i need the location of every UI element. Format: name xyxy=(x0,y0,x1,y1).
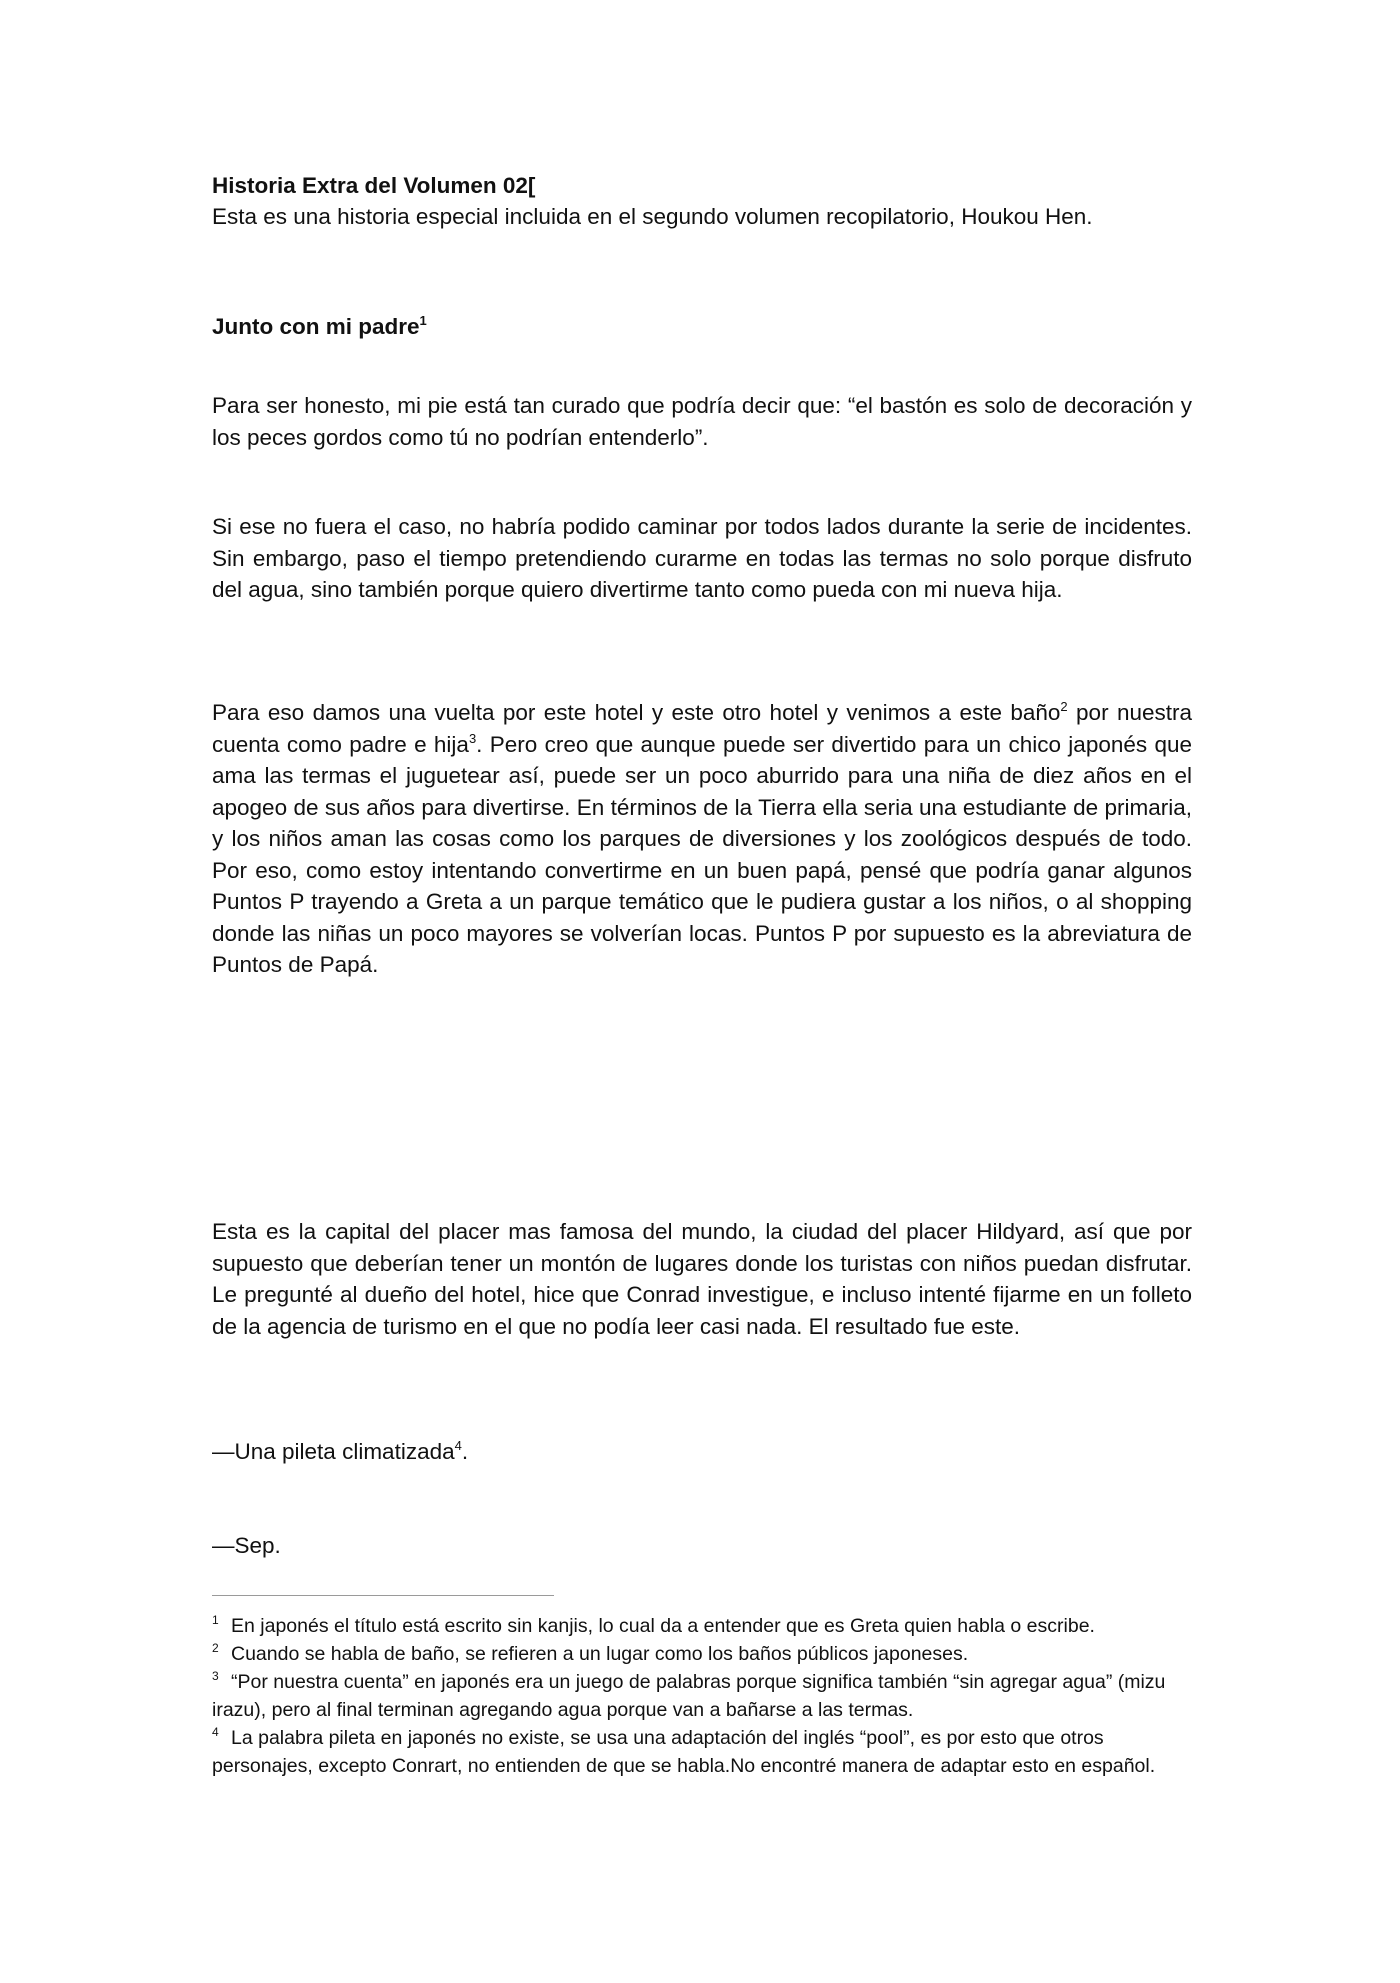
chapter-title xyxy=(212,311,1192,343)
footnote-text: Cuando se habla de baño, se refieren a un lugar como los baños públicos japoneses. xyxy=(231,1643,969,1665)
footnote-separator xyxy=(212,1595,554,1596)
paragraph-4: Esta es la capital del placer mas famosa del mundo, la ciudad del placer Hildyard, así que por supuesto que deberían tener un montón de lugares donde los turistas con niños puedan disfrutar. Le pregunté al dueño del hotel, hice que Conrad investigue, e incluso intenté fijarme en un folleto de la agencia de turismo en el que no podía leer casi nada. El resultado fue este. xyxy=(212,1219,1192,1339)
paragraph-5 xyxy=(212,1436,1192,1468)
chapter-title-text: Junto con mi padre xyxy=(212,314,420,339)
paragraph-3-part-c: . Pero creo que aunque puede ser divertido para un chico japonés que ama las termas el juguetear así, puede ser un poco aburrido para una niña de diez años en el apogeo de sus años para divertirse. En términos de la Tierra ella seria una estudiante de primaria, y los niños aman las cosas como los parques de diversiones y los zoológicos después de todo. Por eso, como estoy intentando convertirme en un buen papá, pensé que podría ganar algunos Puntos P trayendo a Greta a un parque temático que le pudiera gustar a los niños, o al shopping donde las niñas un poco mayores se volverían locas. Puntos P por supuesto es la abreviatura de Puntos de Papá. xyxy=(212,731,1192,977)
paragraph-1: Para ser honesto, mi pie está tan curado que podría decir que: “el bastón es solo de decoración y los peces gordos como tú no podrían entenderlo”. xyxy=(212,393,1192,450)
footnote-ref-3[interactable]: 3 xyxy=(468,730,477,746)
paragraph-5-end: . xyxy=(461,1439,469,1464)
footnote-ref-1[interactable]: 1 xyxy=(419,313,427,328)
footnote-text: “Por nuestra cuenta” en japonés era un juego de palabras porque significa también “sin agregar agua” (mizu irazu), pero al final terminan agregando agua porque van a bañarse a las termas. xyxy=(212,1671,1166,1721)
document-subtitle: Esta es una historia especial incluida en el segundo volumen recopilatorio, Houkou Hen. xyxy=(212,204,1093,229)
footnote-4: $^4$ La palabra pileta en japonés no existe, se usa una adaptación del inglés “pool”, es por esto que otros personajes, excepto Conrart, no entienden de que se habla.No encontré manera de adaptar esto en español. xyxy=(212,1725,1156,1777)
paragraph-2: Si ese no fuera el caso, no habría podido caminar por todos lados durante la serie de incidentes. Sin embargo, paso el tiempo pretendiendo curarme en todas las termas no solo porque disfruto del agua, sino también porque quiero divertirme tanto como pueda con mi nueva hija. xyxy=(212,514,1192,602)
footnote-3: $^3$ “Por nuestra cuenta” en japonés era un juego de palabras porque significa también “sin agregar agua” (mizu irazu), pero al final terminan agregando agua porque van a bañarse a las termas. xyxy=(212,1669,1166,1721)
document-title: Historia Extra del Volumen 02[ xyxy=(212,173,536,198)
footnote-text: La palabra pileta en japonés no existe, se usa una adaptación del inglés “pool”, es por esto que otros personajes, excepto Conrart, no entienden de que se habla.No encontré manera de adaptar esto en español. xyxy=(212,1727,1156,1777)
footnote-ref-2[interactable]: 2 xyxy=(1060,699,1068,714)
footnote-text: En japonés el título está escrito sin kanjis, lo cual da a entender que es Greta quien habla o escribe. xyxy=(231,1615,1095,1637)
footnote-ref-4[interactable]: 4 xyxy=(454,1438,462,1453)
paragraph-3-part-a: Para eso damos una vuelta por este hotel y este otro hotel y venimos a este baño xyxy=(212,700,1061,725)
footnote-1: $^1$ En japonés el título está escrito sin kanjis, lo cual da a entender que es Greta quien habla o escribe. xyxy=(212,1613,1095,1637)
paragraph-3 xyxy=(212,697,1192,981)
paragraph-5-text: —Una pileta climatizada xyxy=(212,1439,455,1464)
paragraph-3-part-b: por nuestra cuenta como padre e hija xyxy=(212,700,1192,757)
footnote-2: $^2$ Cuando se habla de baño, se refieren a un lugar como los baños públicos japoneses. xyxy=(212,1641,969,1665)
paragraph-6: —Sep. xyxy=(212,1533,281,1558)
